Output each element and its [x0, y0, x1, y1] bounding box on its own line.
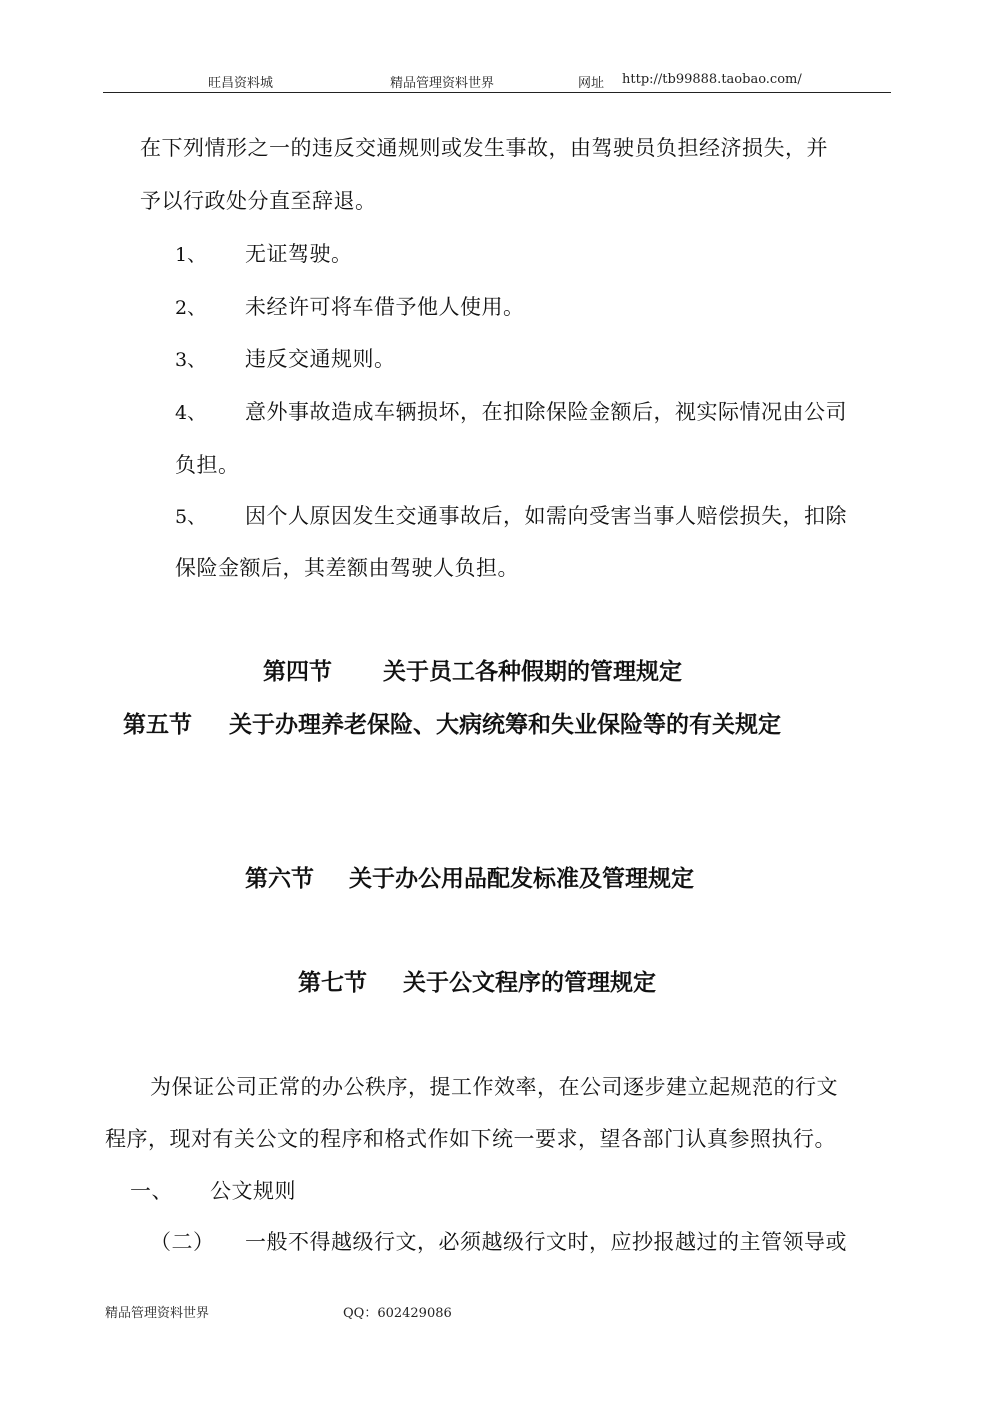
section-4-title: 关于员工各种假期的管理规定	[383, 659, 682, 685]
list-item-continuation: 保险金额后，其差额由驾驶人负担。	[175, 556, 519, 580]
header-divider	[103, 92, 891, 93]
footer-site-name: 精品管理资料世界	[105, 1306, 210, 1321]
intro-line-1: 在下列情形之一的违反交通规则或发生事故，由驾驶员负担经济损失，并	[140, 136, 828, 160]
paragraph-line-2: 程序，现对有关公文的程序和格式作如下统一要求，望各部门认真参照执行。	[105, 1127, 836, 1151]
section-7-label: 第七节	[298, 970, 367, 996]
section-6-title: 关于办公用品配发标准及管理规定	[349, 866, 694, 892]
list-item-continuation: 负担。	[175, 453, 240, 477]
sub-item-number: （二）	[150, 1230, 215, 1254]
sub-item-text: 一般不得越级行文，必须越级行文时，应抄报越过的主管领导或	[245, 1230, 847, 1254]
list-item-number: 5、	[175, 506, 207, 528]
list-item-number: 1、	[175, 244, 207, 266]
header-site-name: 旺昌资料城	[208, 76, 274, 91]
rule-heading-text: 公文规则	[210, 1179, 296, 1203]
section-5-label: 第五节	[123, 712, 192, 738]
list-item-text: 无证驾驶。	[245, 242, 353, 266]
footer-qq: QQ：602429086	[343, 1306, 452, 1321]
section-7-title: 关于公文程序的管理规定	[403, 970, 656, 996]
intro-line-2: 予以行政处分直至辞退。	[140, 189, 377, 213]
list-item-text: 违反交通规则。	[245, 347, 396, 371]
paragraph-line-1: 为保证公司正常的办公秩序，提工作效率，在公司逐步建立起规范的行文	[150, 1075, 838, 1099]
list-item-number: 4、	[175, 402, 207, 424]
header-url-label: 网址	[578, 76, 605, 91]
section-5-title: 关于办理养老保险、大病统筹和失业保险等的有关规定	[229, 712, 781, 738]
header-url: http://tb99888.taobao.com/	[622, 72, 802, 87]
list-item-text: 因个人原因发生交通事故后，如需向受害当事人赔偿损失，扣除	[245, 504, 847, 528]
header-subtitle: 精品管理资料世界	[390, 76, 495, 91]
rule-heading-number: 一、	[130, 1179, 173, 1203]
list-item-text: 未经许可将车借予他人使用。	[245, 295, 525, 319]
list-item-text: 意外事故造成车辆损坏，在扣除保险金额后，视实际情况由公司	[245, 400, 847, 424]
list-item-number: 3、	[175, 349, 207, 371]
list-item-number: 2、	[175, 297, 207, 319]
section-6-label: 第六节	[245, 866, 314, 892]
section-4-label: 第四节	[263, 659, 332, 685]
